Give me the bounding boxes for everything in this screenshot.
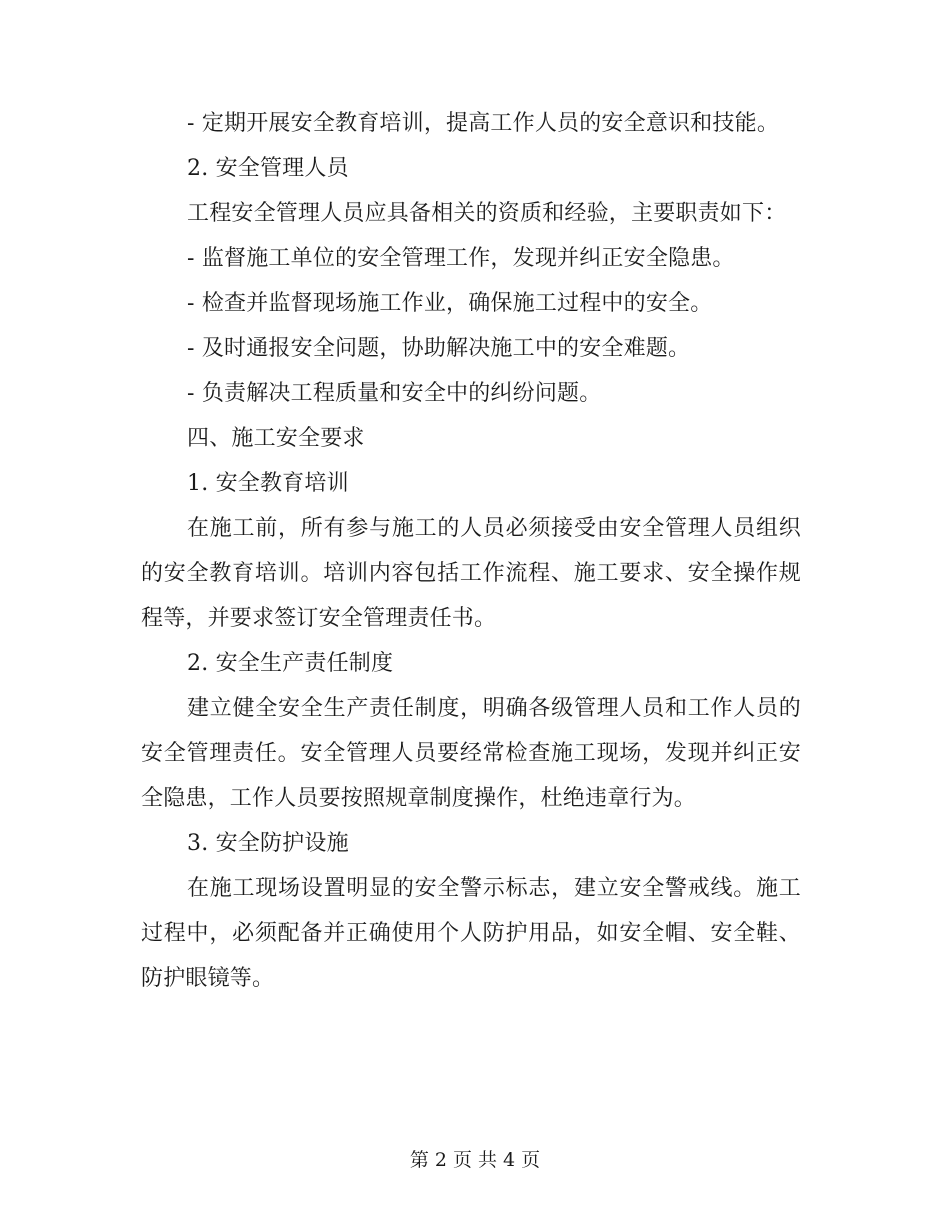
paragraph: 在施工前，所有参与施工的人员必须接受由安全管理人员组织的安全教育培训。培训内容包括工作流程、施工要求、安全操作规程等，并要求签订安全管理责任书。 (141, 516, 801, 631)
list-item: - 检查并监督现场施工作业，确保施工过程中的安全。 (187, 291, 713, 316)
list-item: - 监督施工单位的安全管理工作，发现并纠正安全隐患。 (187, 246, 735, 271)
paragraph: 建立健全安全生产责任制度，明确各级管理人员和工作人员的安全管理责任。安全管理人员要经常检查施工现场，发现并纠正安全隐患，工作人员要按照规章制度操作，杜绝违章行为。 (141, 696, 801, 811)
paragraph: 工程安全管理人员应具备相关的资质和经验，主要职责如下： (187, 201, 787, 226)
section-heading: 2. 安全管理人员 (187, 156, 349, 181)
chapter-heading: 四、施工安全要求 (187, 426, 365, 451)
section-heading: 3. 安全防护设施 (187, 831, 349, 856)
page-body (141, 101, 801, 1001)
section-heading: 2. 安全生产责任制度 (187, 651, 394, 676)
list-item: - 负责解决工程质量和安全中的纠纷问题。 (187, 381, 602, 406)
section-heading: 1. 安全教育培训 (187, 471, 349, 496)
page-number-footer: 第 2 页 共 4 页 (409, 1149, 541, 1171)
list-item: - 及时通报安全问题，协助解决施工中的安全难题。 (187, 336, 691, 361)
paragraph: 在施工现场设置明显的安全警示标志，建立安全警戒线。施工过程中，必须配备并正确使用个人防护用品，如安全帽、安全鞋、防护眼镜等。 (141, 876, 801, 991)
paragraph: - 定期开展安全教育培训，提高工作人员的安全意识和技能。 (187, 111, 780, 136)
